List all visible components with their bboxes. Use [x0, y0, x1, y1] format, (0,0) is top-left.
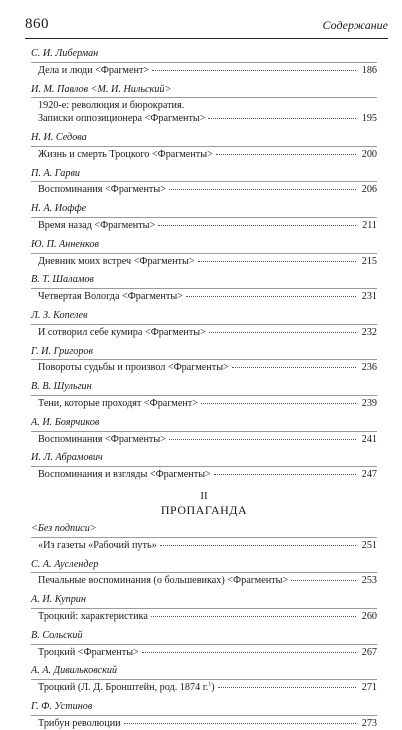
table-of-contents	[31, 48, 377, 730]
toc-entry	[31, 48, 377, 78]
dot-leader	[218, 687, 356, 688]
entry-page-number: 260	[361, 610, 377, 622]
section-heading	[31, 490, 377, 517]
entry-page-number: 195	[361, 113, 377, 125]
entry-page-number: 215	[361, 255, 377, 267]
toc-entry	[31, 665, 377, 695]
toc-entry	[31, 452, 377, 482]
toc-entry	[31, 346, 377, 376]
entry-author: П. А. Гарви	[31, 168, 377, 183]
entry-title: «Из газеты «Рабочий путь»	[38, 539, 157, 551]
entry-title-line[interactable]	[31, 291, 377, 304]
entry-title	[38, 682, 215, 695]
toc-entry	[31, 203, 377, 233]
page-number: 860	[25, 16, 49, 32]
dot-leader	[208, 118, 356, 119]
dot-leader	[169, 439, 356, 440]
entry-page-number: 271	[361, 682, 377, 694]
entry-title: Дела и люди <Фрагмент>	[38, 64, 150, 76]
entry-author: И. М. Павлов <М. И. Нильский>	[31, 84, 377, 99]
toc-entry	[31, 132, 377, 162]
dot-leader	[232, 367, 356, 368]
toc-entry	[31, 559, 377, 589]
dot-leader	[198, 261, 356, 262]
entry-title-line[interactable]	[31, 469, 377, 482]
entry-title: Печальные воспоминания (о большевиках) <Фрагменты>	[38, 575, 289, 587]
entry-title: Трибун революции	[38, 717, 121, 729]
entry-author: С. А. Ауслендер	[31, 559, 377, 574]
toc-entry	[31, 168, 377, 198]
entry-title-line[interactable]	[31, 65, 377, 78]
dot-leader	[158, 225, 356, 226]
dot-leader	[216, 154, 356, 155]
entry-title: Троцкий: характеристика	[38, 610, 148, 622]
entry-title-line[interactable]	[31, 647, 377, 660]
page-header	[25, 14, 388, 36]
toc-entry	[31, 417, 377, 447]
entry-page-number: 200	[361, 148, 377, 160]
entry-title-line[interactable]	[31, 256, 377, 269]
entry-author: А. И. Боярчиков	[31, 417, 377, 432]
entry-author: В. В. Шульгин	[31, 381, 377, 396]
section-name: ПРОПАГАНДА	[160, 502, 248, 517]
footnote-mark[interactable]: 1	[208, 681, 212, 688]
entry-author: Ю. П. Анненков	[31, 239, 377, 254]
toc-entry	[31, 701, 377, 730]
entry-author: А. А. Дивильковский	[31, 665, 377, 680]
entry-author: Г. Ф. Устинов	[31, 701, 377, 716]
entry-title-line[interactable]	[31, 149, 377, 162]
toc-entry	[31, 310, 377, 340]
entry-title: Тени, которые проходят <Фрагмент>	[38, 397, 198, 409]
entry-page-number: 211	[362, 219, 377, 231]
dot-leader	[214, 474, 356, 475]
header-rule	[25, 38, 388, 39]
entry-page-number: 251	[361, 539, 377, 551]
toc-entry	[31, 84, 377, 126]
entry-title-line[interactable]	[31, 718, 377, 730]
dot-leader	[152, 70, 356, 71]
entry-author: И. Л. Абрамович	[31, 452, 377, 467]
entry-author: Г. И. Григоров	[31, 346, 377, 361]
entry-page-number: 241	[361, 433, 377, 445]
entry-title-text-end: )	[211, 682, 215, 694]
entry-title-line[interactable]	[31, 113, 377, 126]
entry-title-line[interactable]	[31, 362, 377, 375]
entry-title-line[interactable]	[31, 398, 377, 411]
entry-title: Воспоминания <Фрагменты>	[38, 433, 166, 445]
toc-entry	[31, 274, 377, 304]
running-title: Содержание	[322, 18, 388, 32]
entry-page-number: 247	[361, 469, 377, 481]
entry-title-line[interactable]	[31, 611, 377, 624]
toc-entry	[31, 523, 377, 553]
entry-title: Записки оппозиционера <Фрагменты>	[38, 113, 206, 125]
entry-title: Дневник моих встреч <Фрагменты>	[38, 255, 195, 267]
entry-page-number: 231	[361, 291, 377, 303]
entry-author: Л. З. Копелев	[31, 310, 377, 325]
entry-title-line[interactable]	[31, 327, 377, 340]
entry-author: В. Т. Шаламов	[31, 274, 377, 289]
entry-author: А. И. Куприн	[31, 594, 377, 609]
entry-author: Н. А. Иоффе	[31, 203, 377, 218]
entry-title-line[interactable]	[31, 434, 377, 447]
entry-page-number: 232	[361, 326, 377, 338]
toc-entry	[31, 594, 377, 624]
entry-title: Жизнь и смерть Троцкого <Фрагменты>	[38, 148, 213, 160]
entry-page-number: 273	[361, 717, 377, 729]
toc-entry	[31, 239, 377, 269]
entry-title-line[interactable]	[31, 184, 377, 197]
entry-author: <Без подписи>	[31, 523, 377, 538]
dot-leader	[124, 723, 356, 724]
toc-entry	[31, 630, 377, 660]
entry-page-number: 253	[361, 575, 377, 587]
dot-leader	[291, 580, 356, 581]
dot-leader	[201, 403, 356, 404]
dot-leader	[142, 652, 356, 653]
entry-title: Троцкий <Фрагменты>	[38, 646, 139, 658]
entry-title: Время назад <Фрагменты>	[38, 219, 156, 231]
entry-author: Н. И. Седова	[31, 132, 377, 147]
dot-leader	[169, 189, 356, 190]
entry-page-number: 186	[361, 64, 377, 76]
entry-title-line[interactable]	[31, 220, 377, 233]
entry-page-number: 267	[361, 646, 377, 658]
entry-author: С. И. Либерман	[31, 48, 377, 63]
dot-leader	[209, 332, 356, 333]
toc-entry	[31, 381, 377, 411]
dot-leader	[151, 616, 356, 617]
entry-title: Повороты судьбы и произвол <Фрагменты>	[38, 362, 229, 374]
entry-page-number: 206	[361, 184, 377, 196]
entry-title-line[interactable]	[31, 540, 377, 553]
entry-author: В. Сольский	[31, 630, 377, 645]
entry-title-text: Троцкий (Л. Д. Бронштейн, род. 1874 г.	[38, 682, 209, 694]
entry-title: И сотворил себе кумира <Фрагменты>	[38, 326, 206, 338]
section-numeral: II	[200, 489, 208, 502]
entry-page-number: 239	[361, 397, 377, 409]
entry-title: Воспоминания <Фрагменты>	[38, 184, 166, 196]
entry-title-line[interactable]	[31, 682, 377, 695]
entry-page-number: 236	[361, 362, 377, 374]
dot-leader	[160, 545, 356, 546]
entry-title: Воспоминания и взгляды <Фрагменты>	[38, 469, 211, 481]
entry-title: Четвертая Вологда <Фрагменты>	[38, 291, 183, 303]
dot-leader	[186, 296, 356, 297]
entry-title-first-line: 1920-е: революция и бюрократия.	[38, 100, 185, 112]
entry-title-line[interactable]	[31, 575, 377, 588]
